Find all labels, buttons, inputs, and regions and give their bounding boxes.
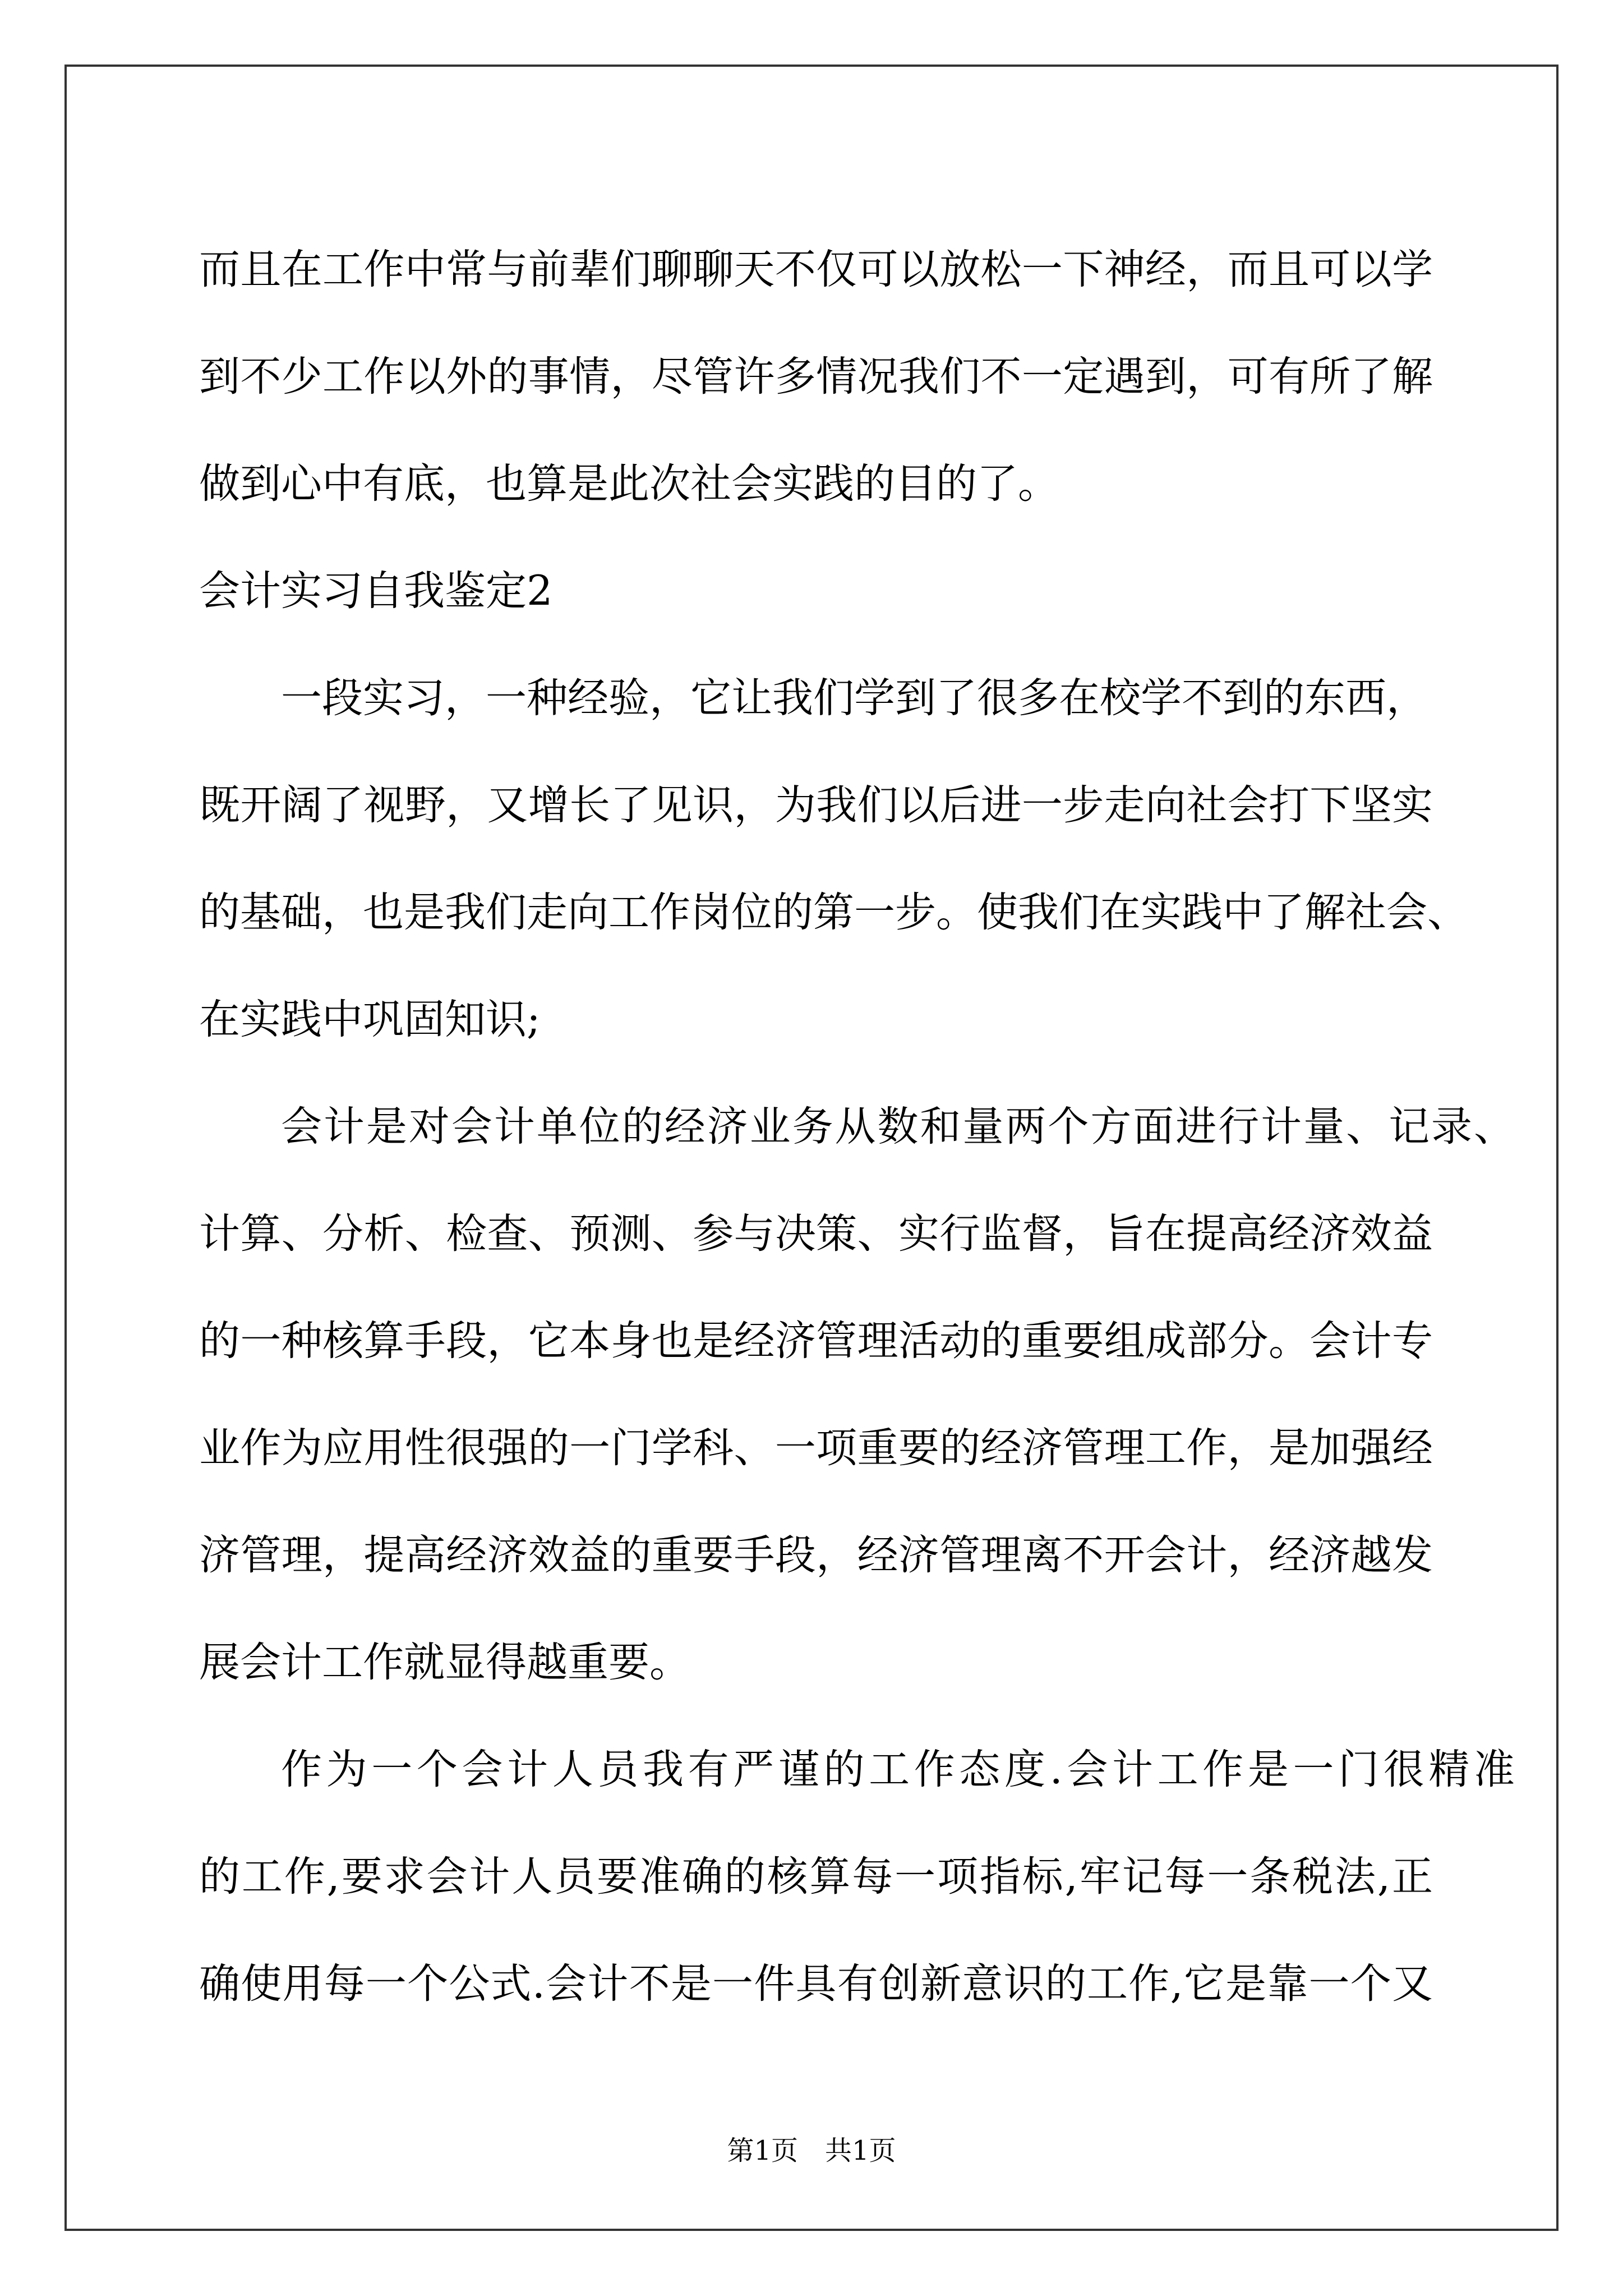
text-line-7: 的基础，也是我们走向工作岗位的第一步。使我们在实践中了解社会、: [199, 889, 1468, 936]
text-line-1: 而且在工作中常与前辈们聊聊天不仅可以放松一下神经，而且可以学: [199, 246, 1433, 293]
text-line-13: 济管理，提高经济效益的重要手段，经济管理离不开会计，经济越发: [199, 1531, 1433, 1579]
text-line-12: 业作为应用性很强的一门学科、一项重要的经济管理工作，是加强经: [199, 1424, 1433, 1472]
text-line-15: 作为一个会计人员我有严谨的工作态度.会计工作是一门很精准: [281, 1746, 1515, 1793]
text-line-3: 做到心中有底，也算是此次社会实践的目的了。: [199, 460, 1059, 508]
section-heading: 会计实习自我鉴定2: [199, 567, 553, 615]
text-line-17: 确使用每一个公式.会计不是一件具有创新意识的工作,它是靠一个又: [199, 1960, 1433, 2008]
text-line-9: 会计是对会计单位的经济业务从数和量两个方面进行计量、记录、: [281, 1103, 1515, 1151]
text-line-6: 既开阔了视野，又增长了见识，为我们以后进一步走向社会打下坚实: [199, 781, 1433, 829]
page-number-footer: 第1页 共1页: [727, 2135, 896, 2166]
document-body: [199, 216, 1515, 2037]
text-line-11: 的一种核算手段，它本身也是经济管理活动的重要组成部分。会计专: [199, 1317, 1433, 1365]
text-line-14: 展会计工作就显得越重要。: [199, 1639, 690, 1686]
text-line-2: 到不少工作以外的事情，尽管许多情况我们不一定遇到，可有所了解: [199, 353, 1433, 401]
text-line-16: 的工作,要求会计人员要准确的核算每一项指标,牢记每一条税法,正: [199, 1853, 1433, 1901]
text-line-10: 计算、分析、检查、预测、参与决策、实行监督，旨在提高经济效益: [199, 1210, 1433, 1258]
text-line-8: 在实践中巩固知识;: [199, 996, 541, 1043]
text-line-5: 一段实习，一种经验，它让我们学到了很多在校学不到的东西，: [281, 674, 1427, 722]
